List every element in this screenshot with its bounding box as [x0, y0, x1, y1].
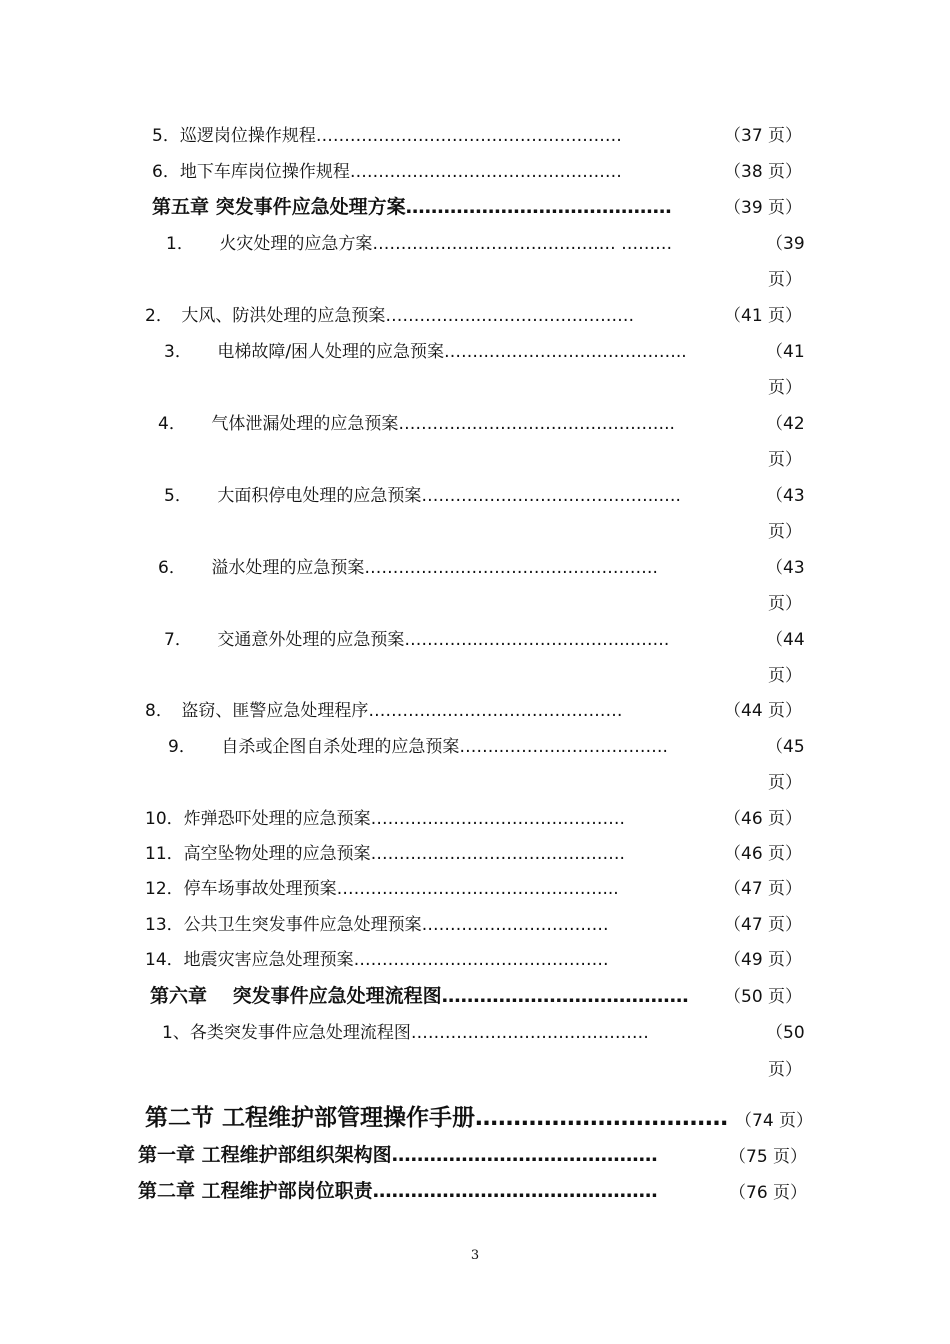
- toc-entry-page: （43: [766, 486, 805, 506]
- toc-entry-page: （75 页）: [729, 1147, 808, 1167]
- toc-entry-page: （45: [766, 737, 805, 757]
- toc-entry-text: 5．巡逻岗位操作规程………………………………………………: [152, 126, 622, 146]
- toc-entry-text: 6． 溢水处理的应急预案……………..……………….…………….: [158, 558, 658, 578]
- toc-entry-page-cont: 页）: [768, 378, 802, 398]
- toc-entry-text: 6．地下车库岗位操作规程…………………………………………: [152, 162, 622, 182]
- toc-entry-text: 5． 大面积停电处理的应急预案…………….……………………..….: [164, 486, 681, 506]
- toc-entry-text: 9． 自杀或企图自杀处理的应急预案……..……….……………….: [168, 737, 668, 757]
- toc-entry-page-cont: 页）: [768, 773, 802, 793]
- toc-entry-page: （41 页）: [724, 306, 803, 326]
- toc-entry-page-cont: 页）: [768, 594, 802, 614]
- toc-entry-page: （37 页）: [724, 126, 803, 146]
- toc-entry-text: 3． 电梯故障/困人处理的应急预案……..……………………………..: [164, 342, 687, 362]
- toc-entry-page: （47 页）: [724, 915, 803, 935]
- toc-entry-text: 12．停车场事故处理预案…………..……………………………...: [145, 879, 619, 899]
- toc-chapter-text: 第五章 突发事件应急处理方案……………………………………: [152, 196, 672, 218]
- toc-chapter-text: 第六章 突发事件应急处理流程图…………………………………: [150, 985, 689, 1007]
- toc-entry-page: （38 页）: [724, 162, 803, 182]
- toc-entry-page: （42: [766, 414, 805, 434]
- toc-entry-page: （74 页）: [735, 1111, 814, 1131]
- page-number: 3: [470, 1248, 480, 1263]
- toc-entry-text: 1． 火灾处理的应急方案…………….……………………… ………: [166, 234, 673, 254]
- toc-entry-page: （76 页）: [729, 1183, 808, 1203]
- toc-entry-page: （47 页）: [724, 879, 803, 899]
- toc-entry-page: （46 页）: [724, 844, 803, 864]
- toc-entry-text: 14．地震灾害应急处理预案………………………………………: [145, 950, 609, 970]
- toc-entry-page: （39: [766, 234, 805, 254]
- toc-entry-text: 10．炸弹恐吓处理的应急预案…………..………………………….: [145, 809, 625, 829]
- toc-entry-page-cont: 页）: [768, 270, 802, 290]
- toc-chapter-text: 第一章 工程维护部组织架构图……………………………………: [138, 1144, 658, 1166]
- toc-entry-page: （50: [766, 1023, 805, 1043]
- toc-entry-page-cont: 页）: [768, 1060, 802, 1080]
- toc-entry-page: （39 页）: [724, 198, 803, 218]
- toc-entry-page-cont: 页）: [768, 522, 802, 542]
- toc-entry-text: 8． 盗窃、匪警应急处理程序…………..……….…………………: [145, 701, 623, 721]
- toc-entry-text: 4． 气体泄漏处理的应急预案………….……….……………………..: [158, 414, 675, 434]
- toc-entry-page: （44 页）: [724, 701, 803, 721]
- toc-entry-text: 7． 交通意外处理的应急预案…………..……………………..…….: [164, 630, 670, 650]
- toc-entry-page-cont: 页）: [768, 450, 802, 470]
- toc-entry-page-cont: 页）: [768, 666, 802, 686]
- toc-entry-page: （50 页）: [724, 987, 803, 1007]
- toc-section-text: 第二节 工程维护部管理操作手册……………………………: [145, 1105, 729, 1131]
- toc-entry-page: （49 页）: [724, 950, 803, 970]
- toc-entry-text: 1、各类突发事件应急处理流程图……………………………………: [162, 1023, 649, 1043]
- toc-entry-page: （43: [766, 558, 805, 578]
- toc-entry-text: 11．高空坠物处理的应急预案…………..………………………….: [145, 844, 625, 864]
- toc-entry-text: 2． 大风、防洪处理的应急预案……………..………………………: [145, 306, 635, 326]
- toc-entry-page: （44: [766, 630, 805, 650]
- toc-entry-text: 13．公共卫生突发事件应急处理预案……………………………: [145, 915, 609, 935]
- toc-entry-page: （46 页）: [724, 809, 803, 829]
- toc-chapter-text: 第二章 工程维护部岗位职责………………………………………: [138, 1180, 658, 1202]
- toc-entry-page: （41: [766, 342, 805, 362]
